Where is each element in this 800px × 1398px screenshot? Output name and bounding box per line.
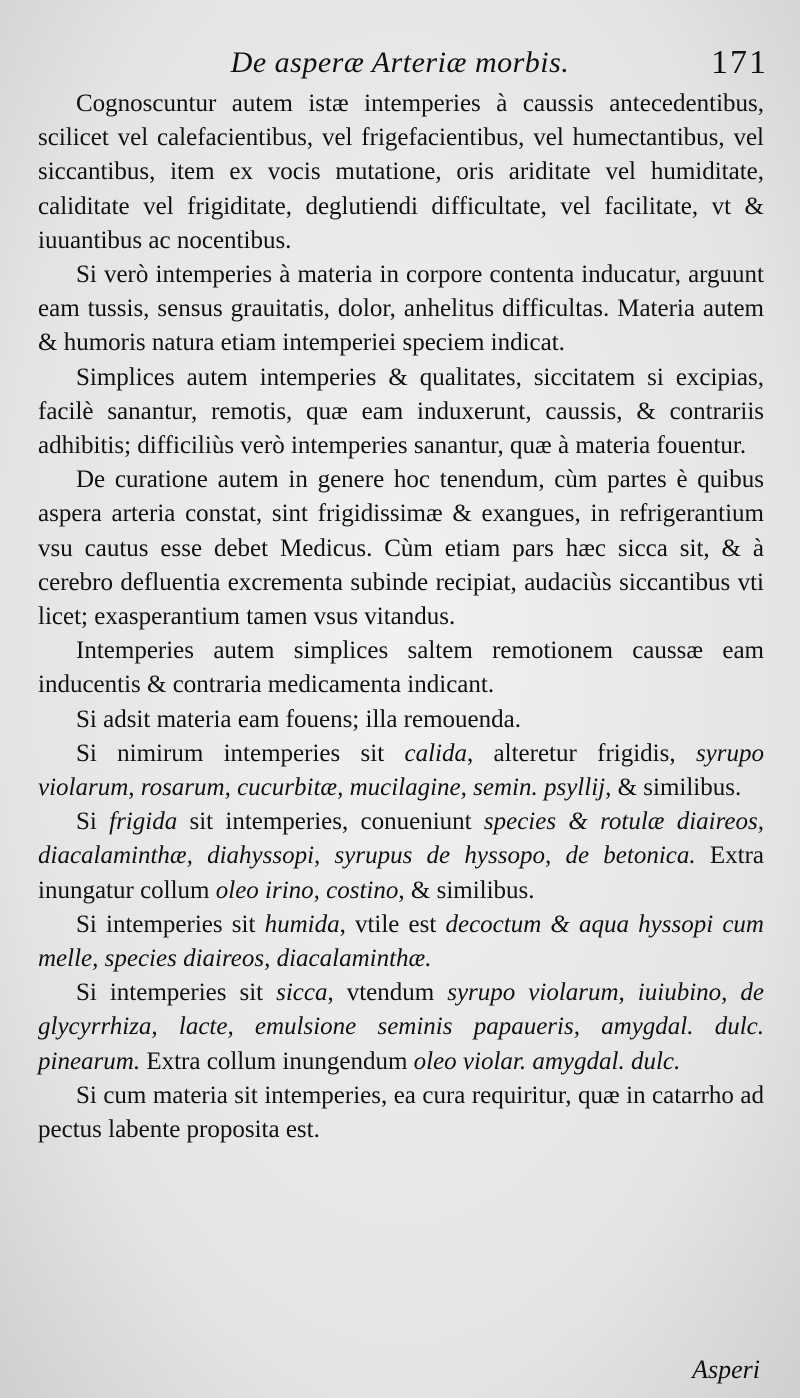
text-run: Cognoscuntur autem istæ intemperies à caussis antecedentibus, scilicet vel calefacientibus, vel frigefacientibus, vel humectantibus, vel siccantibus, item ex vocis mutatione, oris ariditate vel humiditate, caliditate vel frigiditate, deglutiendi difficultate, vel facilitate, vt & iuuantibus ac nocentibus. [38, 90, 764, 254]
paragraph [38, 463, 764, 634]
paragraph [38, 908, 764, 976]
italic-text: calida [404, 739, 467, 767]
text-run: Si adsit materia eam fouens; illa remouenda. [76, 705, 521, 733]
text-run: Simplices autem intemperies & qualitates, siccitatem si excipias, facilè sanantur, remotis, quæ eam induxerunt, caussis, & contrariis adhibitis; difficiliùs verò intemperies sanantur, quæ à materia fouentur. [38, 363, 764, 460]
italic-text: syrupo violarum, iuiubino, de glycyrrhiza, lacte, emulsione seminis papaueris, amygdal. dulc. pinearum. [38, 979, 764, 1075]
paragraph [38, 361, 764, 464]
text-run: Si intemperies sit [76, 910, 265, 938]
page-number: 171 [711, 44, 768, 81]
italic-text: species & rotulæ diaireos, diacalaminthæ, diahyssopi, syrupus de hyssopo, de betonica. [38, 808, 764, 870]
paragraph [38, 634, 764, 702]
italic-text: frigida [109, 808, 178, 836]
italic-text: sicca [276, 979, 328, 1007]
italic-text: humida [264, 910, 340, 938]
text-run: sit intemperies, conueniunt [177, 808, 484, 836]
italic-text: decoctum & aqua hyssopi cum melle, species diaireos, diacalaminthæ. [38, 910, 764, 973]
page-header [0, 42, 800, 92]
text-run: De curatione autem in genere hoc tenendum, cùm partes è quibus aspera arteria constat, sint frigidissimæ & exangues, in refrigerantium vsu cautus esse debet Medicus. Cùm etiam pars hæc sicca sit, & à cerebro defluentia excrementa subinde recipiat, audaciùs siccantibus vti licet; exasperantium tamen vsus vitandus. [38, 466, 764, 631]
text-run: Extra collum inungendum [140, 1047, 414, 1075]
text-run: Si [76, 808, 110, 836]
text-run: Si cum materia sit intemperies, ea cura requiritur, quæ in catarrho ad pectus labente proposita est. [38, 1081, 764, 1144]
italic-text: syrupo violarum, rosarum, cucurbitæ, mucilagine, semin. psyllij, [38, 739, 764, 802]
text-run: Si intemperies sit [76, 979, 277, 1007]
text-run: Intemperies autem simplices saltem remotionem caussæ eam inducentis & contraria medicamenta indicant. [38, 637, 764, 699]
text-run: Si verò intemperies à materia in corpore contenta inducatur, arguunt eam tussis, sensus grauitatis, dolor, anhelitus difficultas. Materia autem & humoris natura etiam intemperiei speciem indicat. [38, 261, 764, 357]
paragraph [38, 1079, 764, 1147]
paragraph [38, 703, 764, 737]
text-run: & similibus. [611, 774, 742, 802]
italic-text: oleo violar. amygdal. dulc. [413, 1047, 681, 1075]
paragraph [38, 976, 764, 1079]
text-run: Si nimirum intemperies sit [76, 739, 405, 767]
paragraph [38, 87, 764, 258]
text-run: & similibus. [404, 876, 535, 904]
catchword: Asperi [692, 1355, 760, 1384]
running-title: De asperæ Arteriæ morbis. [230, 46, 570, 79]
text-run: , alteretur frigidis, [466, 739, 696, 767]
paragraph [38, 258, 764, 361]
body-text [38, 87, 764, 1147]
text-run: Extra inungatur collum [38, 842, 765, 904]
text-run: , vtile est [339, 910, 446, 938]
paragraph [38, 805, 764, 908]
paragraph [38, 737, 764, 805]
text-run: , vtendum [327, 979, 448, 1007]
italic-text: oleo irino, costino, [215, 876, 405, 904]
